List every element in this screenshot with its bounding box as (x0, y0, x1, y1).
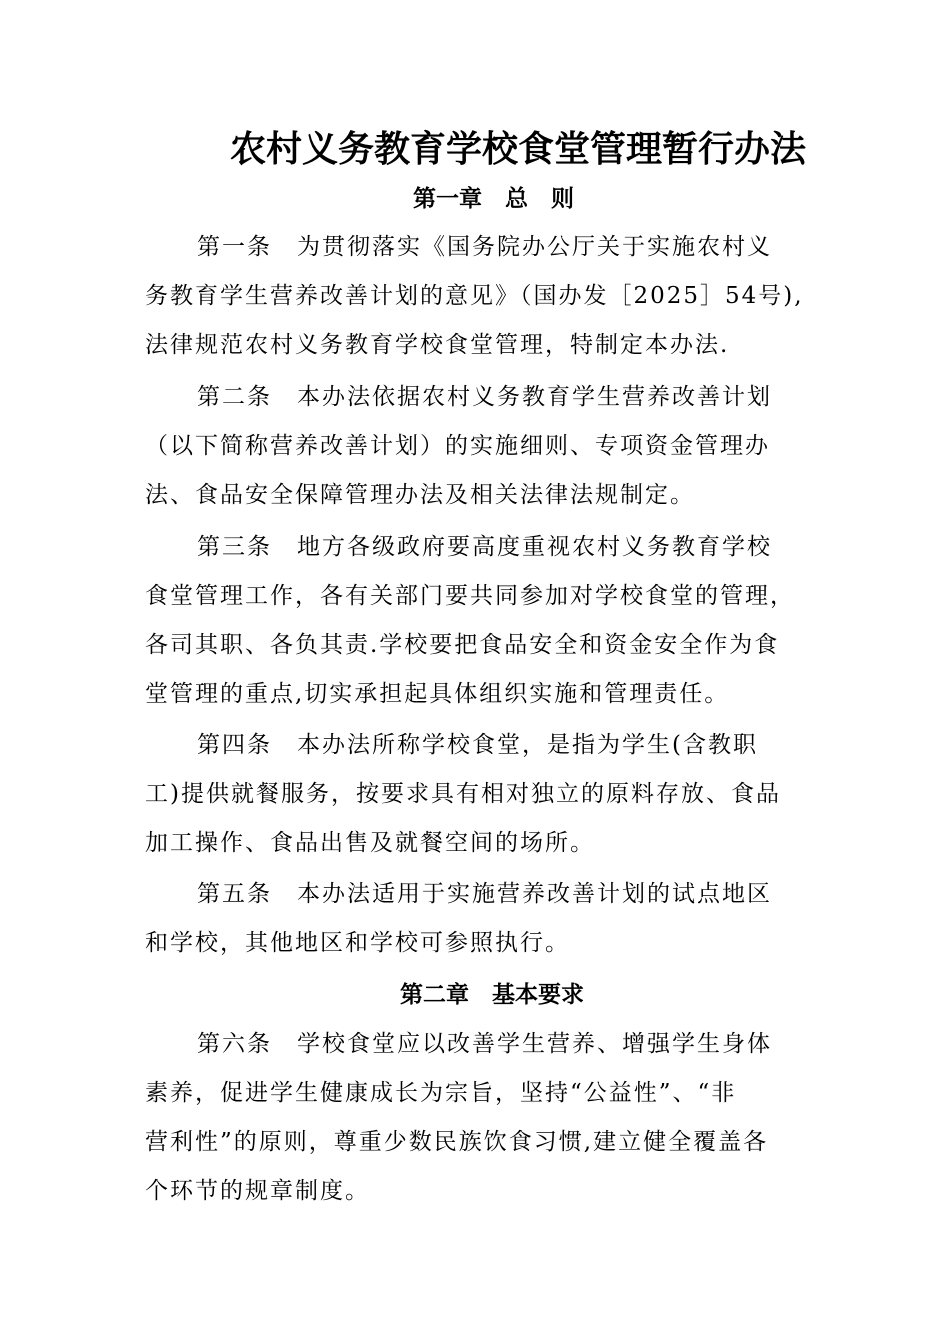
article-line: 第一条 为贯彻落实《国务院办公厅关于实施农村义 (197, 234, 772, 260)
article-2 (145, 373, 815, 520)
article-line: （以下简称营养改善计划）的实施细则、专项资金管理办 (145, 433, 770, 459)
article-line: 营利性”的原则，尊重少数民族饮食习惯,建立健全覆盖各 (145, 1129, 769, 1155)
article-line: 和学校，其他地区和学校可参照执行。 (145, 930, 570, 956)
article-line: 素养，促进学生健康成长为宗旨，坚持“公益性”、“非 (145, 1080, 737, 1106)
document-title: 农村义务教育学校食堂管理暂行办法 (230, 128, 807, 170)
article-line: 法、食品安全保障管理办法及相关法律法规制定。 (145, 482, 695, 508)
article-line: 各司其职、各负其责.学校要把食品安全和资金安全作为食 (145, 632, 780, 658)
article-line: 第二条 本办法依据农村义务教育学生营养改善计划 (197, 384, 772, 410)
article-5 (145, 870, 815, 968)
article-line: 工)提供就餐服务，按要求具有相对独立的原料存放、食品 (145, 781, 781, 807)
article-line: 个环节的规章制度。 (145, 1178, 370, 1204)
article-line: 堂管理的重点,切实承担起具体组织实施和管理责任。 (145, 681, 730, 707)
article-line: 法律规范农村义务教育学校食堂管理，特制定本办法. (145, 332, 730, 358)
article-6 (145, 1020, 815, 1216)
article-3 (145, 523, 815, 719)
article-1 (145, 223, 815, 370)
article-line: 加工操作、食品出售及就餐空间的场所。 (145, 830, 595, 856)
article-line: 第五条 本办法适用于实施营养改善计划的试点地区 (197, 881, 772, 907)
article-line: 第四条 本办法所称学校食堂，是指为学生(含教职 (197, 732, 758, 758)
article-line: 务教育学生营养改善计划的意见》（国办发［2025］54号), (145, 283, 804, 309)
article-line: 食堂管理工作，各有关部门要共同参加对学校食堂的管理， (145, 583, 795, 609)
article-4 (145, 721, 815, 868)
chapter-heading-1: 第一章 总 则 (413, 186, 574, 212)
article-line: 第六条 学校食堂应以改善学生营养、增强学生身体 (197, 1031, 772, 1057)
chapter-heading-2: 第二章 基本要求 (400, 982, 584, 1008)
article-line: 第三条 地方各级政府要高度重视农村义务教育学校 (197, 534, 772, 560)
